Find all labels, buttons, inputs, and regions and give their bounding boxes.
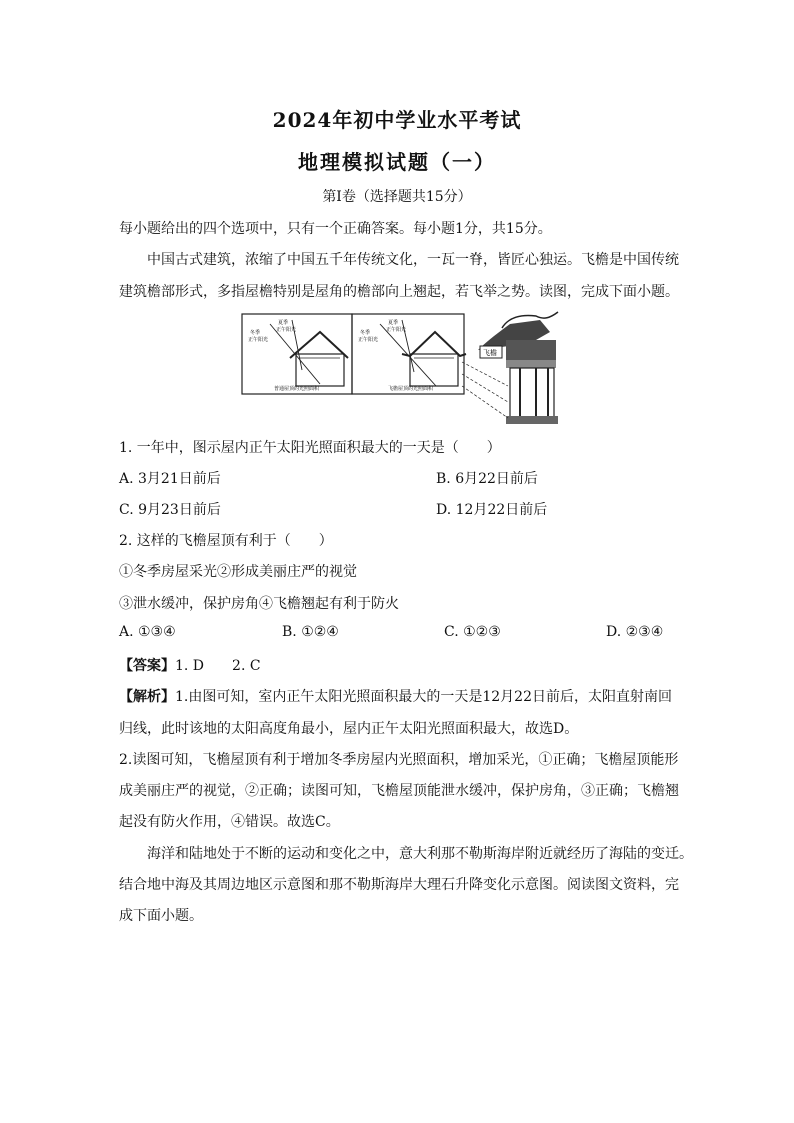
winter-label-right: 冬季	[360, 330, 371, 336]
analysis-label: 【解析】	[119, 689, 175, 705]
noon-sun-label-right: 正午阳光	[358, 337, 379, 343]
analysis-line5: 起没有防火作用，④错误。故选C。	[119, 814, 340, 830]
q2-option-c: C. ①②③	[444, 624, 501, 640]
winter-label: 冬季	[250, 330, 261, 336]
flying-eave-caption: 飞檐屋顶的光照面积	[388, 386, 434, 392]
q1-option-b: B. 6月22日前后	[436, 471, 538, 487]
noon-sun-label-right-2: 正午阳光	[386, 327, 407, 333]
page-subtitle: 地理模拟试题（一）	[298, 150, 496, 174]
q2-option-b: B. ①②④	[282, 624, 339, 640]
q2-statement-line1: ①冬季房屋采光②形成美丽庄严的视觉	[119, 564, 357, 580]
eave-building-illustration	[462, 312, 558, 424]
passage1-line1: 中国古式建筑，浓缩了中国五千年传统文化，一瓦一脊，皆匠心独运。飞檐是中国传统	[147, 252, 679, 268]
passage2-line3: 成下面小题。	[119, 908, 203, 924]
page-title: 2024年初中学业水平考试	[272, 108, 522, 132]
instruction-text: 每小题给出的四个选项中，只有一个正确答案。每小题1分，共15分。	[119, 221, 552, 237]
summer-label-right: 夏季	[388, 320, 399, 326]
flying-eave-panel	[352, 314, 466, 394]
answer-text: 1. D 2. C	[175, 658, 261, 674]
answer-line	[119, 655, 261, 675]
q1-option-c: C. 9月23日前后	[119, 502, 221, 518]
q1-option-d: D. 12月22日前后	[436, 502, 548, 518]
noon-sun-label: 正午阳光	[248, 337, 269, 343]
q2-option-a: A. ①③④	[119, 624, 176, 640]
noon-sun-label-2: 正午阳光	[276, 327, 297, 333]
ordinary-roof-caption: 普通屋顶的光照面积	[274, 386, 320, 392]
q2-option-d: D. ②③④	[606, 624, 664, 640]
analysis-line1	[119, 686, 672, 706]
q1-option-a: A. 3月21日前后	[119, 471, 221, 487]
eave-figure	[240, 310, 568, 428]
answer-label: 【答案】	[119, 658, 175, 674]
q2-statement-line2: ③泄水缓冲，保护房角④飞檐翘起有利于防火	[119, 596, 399, 612]
analysis-line2: 归线，此时该地的太阳高度角最小，屋内正午太阳光照面积最大，故选D。	[119, 721, 579, 737]
analysis-line3: 2.读图可知，飞檐屋顶有利于增加冬季房屋内光照面积，增加采光，①正确；飞檐屋顶能形	[119, 752, 679, 768]
passage1-line2: 建筑檐部形式，多指屋檐特别是屋角的檐部向上翘起，若飞举之势。读图，完成下面小题。	[119, 284, 679, 300]
question-2-stem: 2. 这样的飞檐屋顶有利于（ ）	[119, 533, 333, 549]
passage2-line1: 海洋和陆地处于不断的运动和变化之中，意大利那不勒斯海岸附近就经历了海陆的变迁。	[147, 846, 693, 862]
question-1-stem: 1. 一年中，图示屋内正午太阳光照面积最大的一天是（ ）	[119, 440, 501, 456]
analysis-line4: 成美丽庄严的视觉，②正确；读图可知，飞檐屋顶能泄水缓冲，保护房角，③正确；飞檐翘	[119, 783, 679, 799]
summer-label: 夏季	[278, 320, 289, 326]
eave-tag: 飞檐	[483, 349, 497, 357]
analysis-text-1: 1.由图可知，室内正午太阳光照面积最大的一天是12月22日前后，太阳直射南回	[175, 689, 672, 705]
section-header: 第Ⅰ卷（选择题共15分）	[322, 189, 472, 205]
passage2-line2: 结合地中海及其周边地区示意图和那不勒斯海岸大理石升降变化示意图。阅读图文资料，完	[119, 877, 679, 893]
ordinary-roof-panel	[242, 314, 352, 394]
